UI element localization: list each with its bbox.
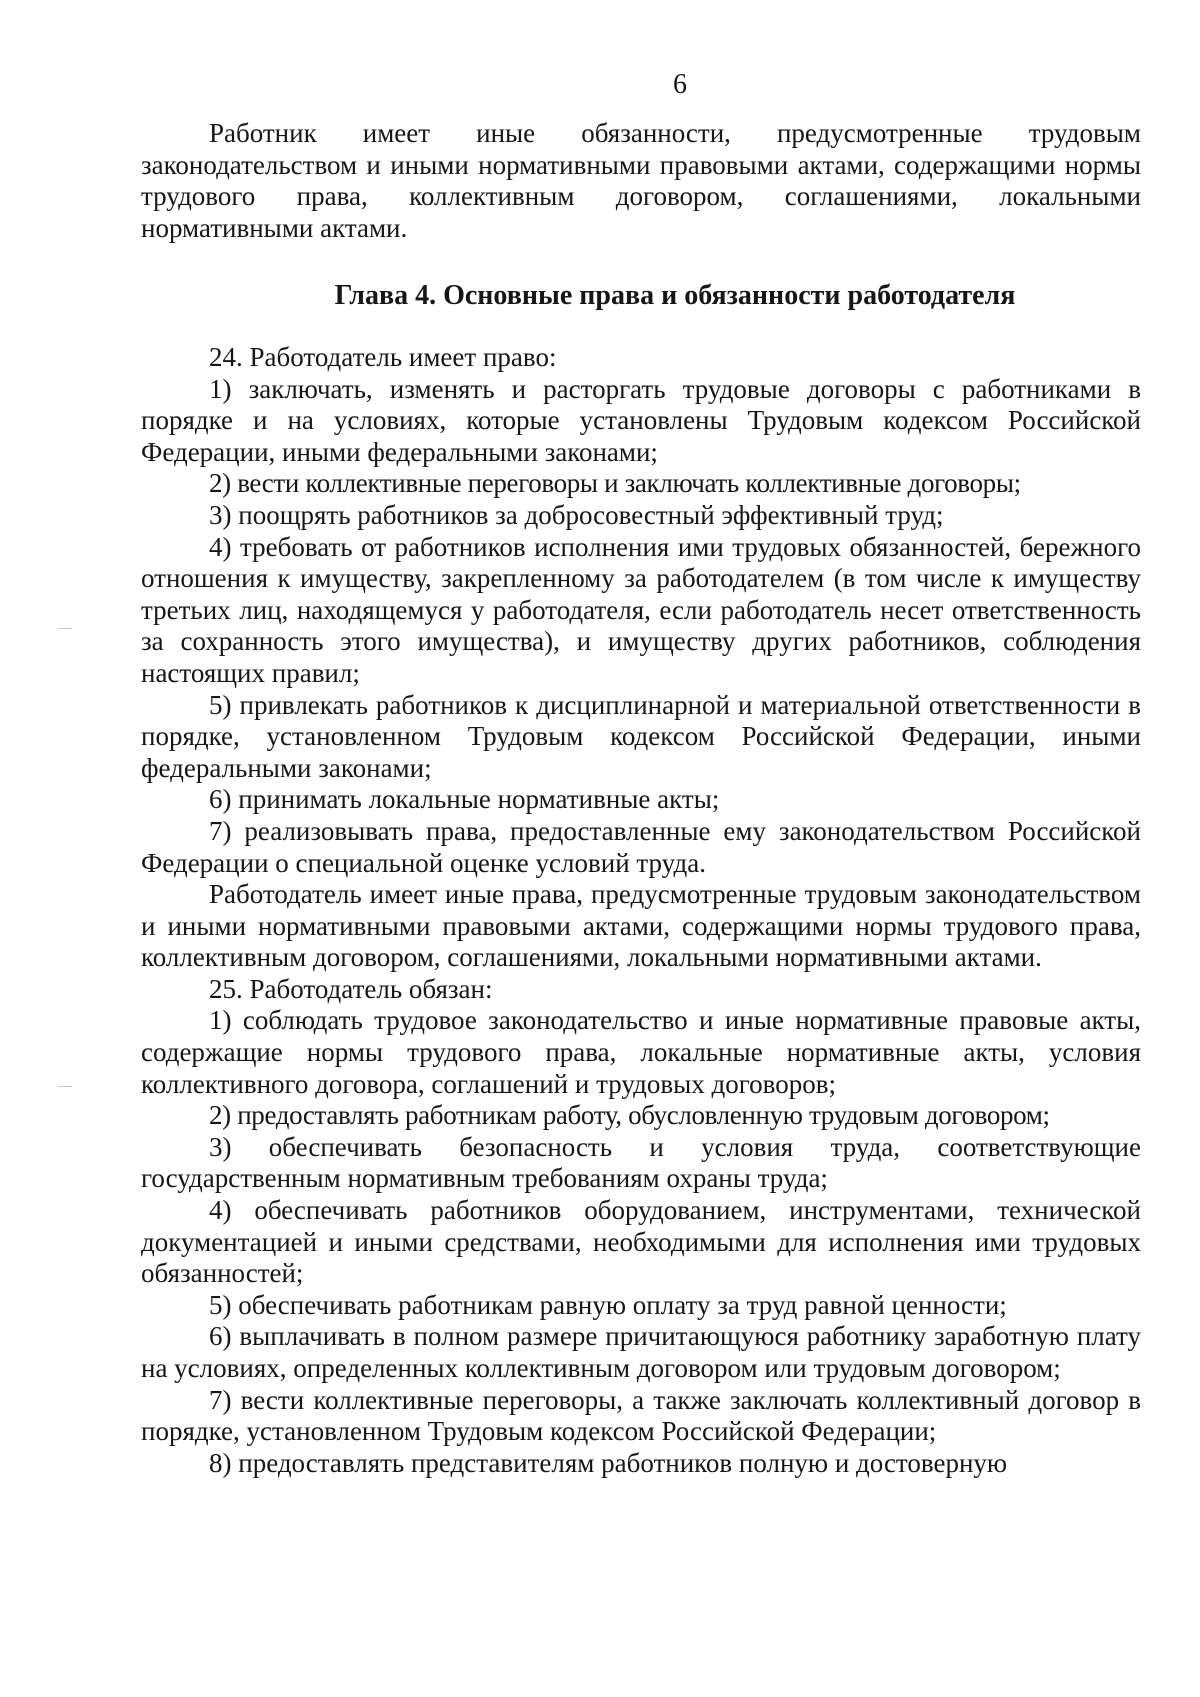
paragraph: 8) предоставлять представителям работников полную и достоверную — [209, 1447, 1008, 1478]
scan-margin-mark — [58, 628, 72, 629]
paragraph: 2) вести коллективные переговоры и заключать коллективные договоры; — [209, 468, 1021, 499]
paragraph: 6) принимать локальные нормативные акты; — [209, 784, 720, 815]
scan-margin-mark — [58, 1086, 72, 1087]
paragraph: 6) выплачивать в полном размере причитающуюся работнику заработную плату на условиях, определенных коллективным договором или трудовым договором; — [141, 1321, 1141, 1383]
paragraph: 25. Работодатель обязан: — [209, 973, 493, 1004]
intro-paragraph: Работник имеет иные обязанности, предусмотренные трудовым законодательством и иными нормативными правовыми актами, содержащими нормы трудового права, коллективным договором, соглашениями, локальными нормативными актами. — [141, 118, 1141, 243]
paragraph: 2) предоставлять работникам работу, обусловленную трудовым договором; — [209, 1100, 1050, 1131]
intro-section — [141, 118, 1141, 244]
paragraph: 7) реализовывать права, предоставленные ему законодательством Российской Федерации о специальной оценке условий труда. — [141, 815, 1141, 878]
paragraph: 1) заключать, изменять и расторгать трудовые договоры с работниками в порядке и на условиях, которые установлены Трудовым кодексом Российской Федерации, иными федеральными законами; — [141, 373, 1141, 467]
chapter-heading: Глава 4. Основные права и обязанности работодателя — [334, 280, 1016, 311]
paragraph: 4) обеспечивать работников оборудованием, инструментами, технической документацией и иными средствами, необходимыми для исполнения ими трудовых обязанностей; — [141, 1195, 1141, 1289]
paragraph: 3) обеспечивать безопасность и условия труда, соответствующие государственным нормативным требованиям охраны труда; — [141, 1131, 1141, 1194]
paragraph: 5) привлекать работников к дисциплинарной и материальной ответственности в порядке, установленном Трудовым кодексом Российской Федерации, иными федеральными законами; — [141, 689, 1141, 783]
paragraph: Работодатель имеет иные права, предусмотренные трудовым законодательством и иными нормативными правовыми актами, содержащими нормы трудового права, коллективным договором, соглашениями, локальными нормативными актами. — [141, 879, 1141, 973]
paragraph: 4) требовать от работников исполнения ими трудовых обязанностей, бережного отношения к имуществу, закрепленному за работодателем (в том числе к имуществу третьих лиц, находящемуся у работодателя, если работодатель несет ответственность за сохранность этого имущества), и имуществу других работников, соблюдения настоящих правил; — [141, 531, 1141, 688]
paragraph: 3) поощрять работников за добросовестный эффективный труд; — [209, 499, 944, 530]
page-number: 6 — [673, 69, 687, 100]
paragraph: 1) соблюдать трудовое законодательство и иные нормативные правовые акты, содержащие нормы трудового права, локальные нормативные акты, условия коллективного договора, соглашений и трудовых договоров; — [141, 1005, 1141, 1099]
chapter-body — [141, 342, 1141, 1479]
paragraph: 24. Работодатель имеет право: — [209, 342, 557, 372]
paragraph: 7) вести коллективные переговоры, а также заключать коллективный договор в порядке, установленном Трудовым кодексом Российской Федерации; — [141, 1384, 1141, 1447]
paragraph: 5) обеспечивать работникам равную оплату за труд равной ценности; — [209, 1289, 1007, 1320]
